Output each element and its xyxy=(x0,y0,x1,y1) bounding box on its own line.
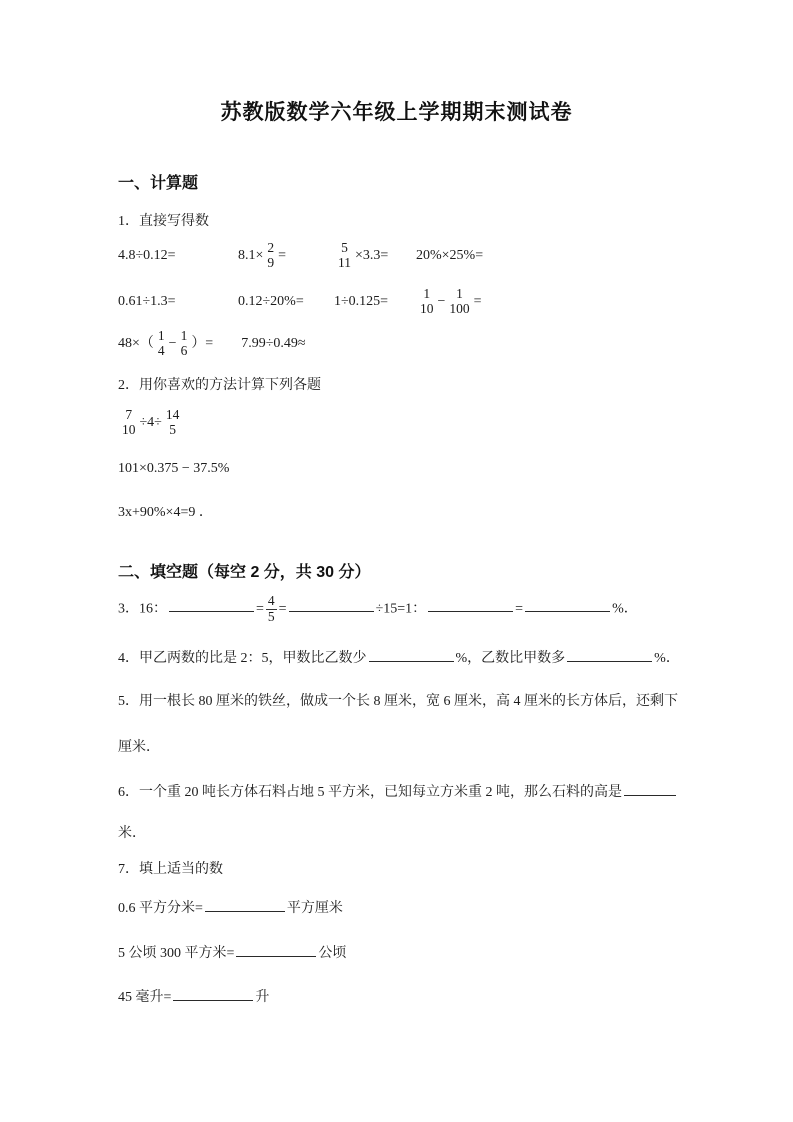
equals-sign: = xyxy=(278,601,287,617)
fraction-denominator: 100 xyxy=(449,300,470,316)
page-title: 苏教版数学六年级上学期期末测试卷 xyxy=(220,101,573,124)
fraction-numerator: 1 xyxy=(423,286,431,301)
minus-sign: − xyxy=(168,335,177,351)
calc-row-3 xyxy=(118,329,306,358)
question-7-label: 7．填上适当的数 xyxy=(118,862,223,877)
question-3 xyxy=(118,594,638,624)
question-text: 6．一个重 20 吨长方体石料占地 5 平方米，已知每立方米重 2 吨，那么石料的高是 xyxy=(118,785,622,800)
calc-expression: 4.8÷0.12= xyxy=(118,247,176,263)
calc-expression xyxy=(118,329,213,358)
equals-sign: = xyxy=(515,601,524,617)
question-text: 45 毫升= xyxy=(118,990,172,1005)
fraction xyxy=(447,287,471,316)
blank-line xyxy=(173,985,253,1001)
question-2-label: 2．用你喜欢的方法计算下列各题 xyxy=(118,378,321,393)
expression-text: = xyxy=(473,293,482,309)
question-5-line-2: 厘米． xyxy=(118,740,160,755)
fraction xyxy=(120,408,138,437)
calc-expression: 20%×25%= xyxy=(416,247,484,263)
question-text: 0.6 平方分米= xyxy=(118,901,203,916)
blank-line xyxy=(236,941,316,957)
question-text: 平方厘米 xyxy=(286,901,343,916)
fraction-numerator: 1 xyxy=(180,328,188,343)
expression-text: = xyxy=(278,247,287,263)
fraction-numerator: 1 xyxy=(456,286,463,301)
fraction-numerator: 1 xyxy=(157,328,165,343)
section-2-header: 二、填空题（每空 2 分，共 30 分） xyxy=(118,564,371,581)
blank-line xyxy=(205,896,285,912)
minus-sign: − xyxy=(437,293,446,309)
fraction xyxy=(265,241,276,270)
calc-row-2 xyxy=(118,287,755,316)
fraction xyxy=(418,287,436,316)
expression-text: 8.1× xyxy=(238,247,264,263)
fraction-denominator: 10 xyxy=(420,300,434,316)
fraction xyxy=(179,329,190,358)
q2-expression-3: 3x+90%×4=9 ． xyxy=(118,505,213,520)
calc-expression: 0.12÷20%= xyxy=(238,293,304,309)
fraction-denominator: 10 xyxy=(122,421,136,437)
blank-line xyxy=(624,780,676,796)
fraction-numerator: 2 xyxy=(267,240,275,255)
question-1-label: 1．直接写得数 xyxy=(118,214,209,229)
question-text: 升 xyxy=(255,990,270,1005)
question-6-line-1 xyxy=(118,780,678,801)
fraction-denominator: 6 xyxy=(180,342,188,358)
fraction-numerator: 5 xyxy=(341,240,348,255)
question-4 xyxy=(118,646,680,667)
question-text: %． xyxy=(654,651,680,666)
question-text: 公顷 xyxy=(318,946,347,961)
fraction xyxy=(156,329,167,358)
question-text: 5 公顷 300 平方米= xyxy=(118,946,235,961)
calc-expression: 0.61÷1.3= xyxy=(118,293,176,309)
question-text: 3．16： xyxy=(118,601,167,617)
question-5-line-1: 5．用一根长 80 厘米的铁丝，做成一个长 8 厘米，宽 6 厘米，高 4 厘米的长方体后，还剩下 xyxy=(118,694,678,709)
question-text: %． xyxy=(612,601,638,617)
blank-line xyxy=(369,646,454,662)
q2-expression-1 xyxy=(118,408,183,437)
calc-expression: 1÷0.125= xyxy=(334,293,389,309)
question-text: ÷15=1： xyxy=(375,601,427,617)
question-text: 4．甲乙两数的比是 2：5，甲数比乙数少 xyxy=(118,651,367,666)
fraction xyxy=(266,594,277,624)
blank-line xyxy=(567,646,652,662)
fraction xyxy=(336,241,353,270)
fraction-denominator: 4 xyxy=(157,342,165,358)
fraction-denominator: 11 xyxy=(338,254,351,270)
fraction-numerator: 7 xyxy=(125,407,133,422)
conversion-line-2 xyxy=(118,941,346,962)
conversion-line-3 xyxy=(118,985,269,1006)
conversion-line-1 xyxy=(118,896,343,917)
q2-expression-2: 101×0.375 − 37.5% xyxy=(118,461,230,476)
equals-sign: = xyxy=(256,601,264,617)
expression-text: 48×（ xyxy=(118,335,154,351)
blank-line xyxy=(289,596,374,612)
section-1-header: 一、计算题 xyxy=(118,175,199,192)
blank-line xyxy=(169,596,254,612)
calc-expression: 7.99÷0.49≈ xyxy=(241,335,306,351)
question-text: %，乙数比甲数多 xyxy=(455,651,566,666)
expression-text: ×3.3= xyxy=(355,247,389,263)
expression-text: ）= xyxy=(191,335,214,351)
blank-line xyxy=(428,596,513,612)
fraction xyxy=(164,408,182,437)
fraction-denominator: 9 xyxy=(267,254,275,270)
fraction-numerator: 14 xyxy=(165,407,180,422)
fraction-numerator: 4 xyxy=(267,593,275,608)
question-6-line-2: 米． xyxy=(118,826,146,841)
calc-row-1 xyxy=(118,241,755,270)
fraction-denominator: 5 xyxy=(169,421,176,437)
fraction-denominator: 5 xyxy=(267,608,275,624)
expression-text: ÷4÷ xyxy=(139,414,162,430)
calc-expression xyxy=(416,287,482,316)
calc-expression xyxy=(334,241,416,270)
calc-expression xyxy=(238,241,334,270)
blank-line xyxy=(525,596,610,612)
